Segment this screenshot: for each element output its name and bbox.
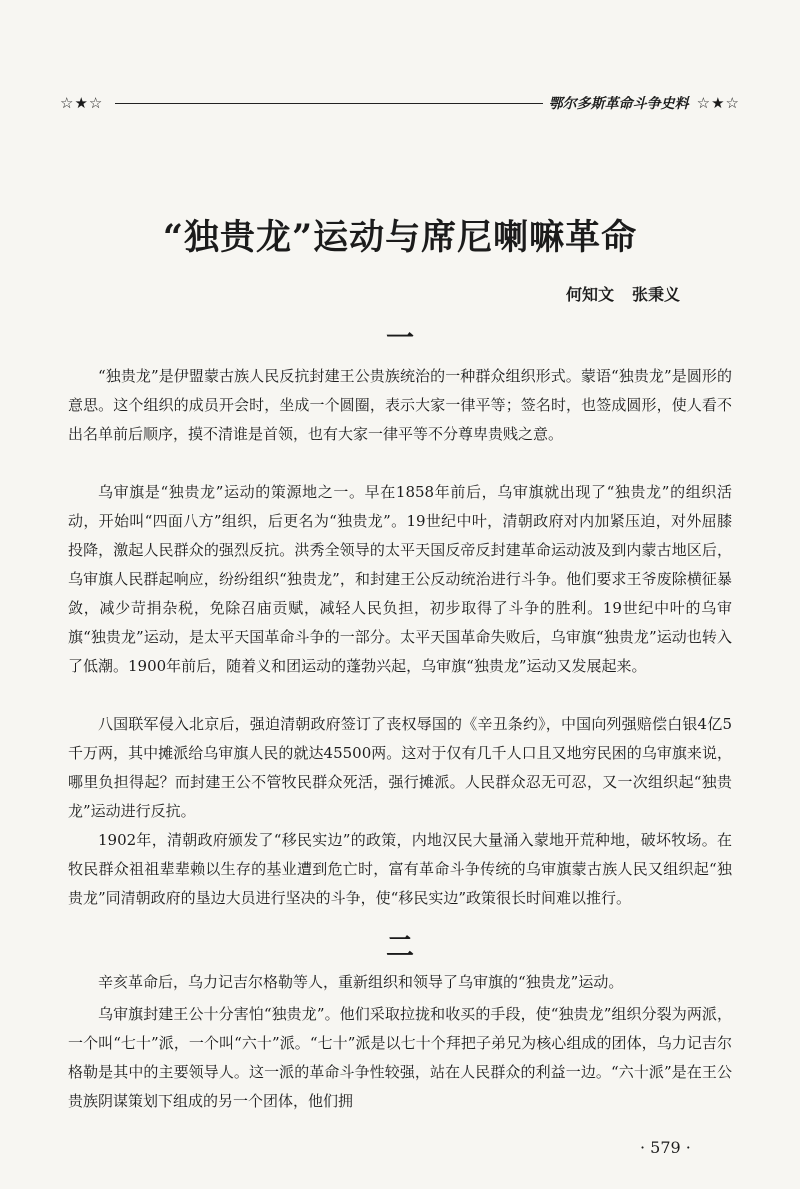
- running-header: [60, 92, 740, 114]
- body-paragraph: 八国联军侵入北京后，强迫清朝政府签订了丧权辱国的《辛丑条约》，中国向列强赔偿白银4亿5千万两，其中摊派给乌审旗人民的就达45500两。这对于仅有几千人口且又地穷民困的乌审旗来说，哪里负担得起？而封建王公不管牧民群众死活，强行摊派。人民群众忍无可忍，又一次组织起“独贵龙”运动进行反抗。: [68, 715, 732, 820]
- author-line: [566, 282, 680, 305]
- page-number: · 579 ·: [640, 1138, 691, 1157]
- body-paragraph: “独贵龙”是伊盟蒙古族人民反抗封建王公贵族统治的一种群众组织形式。蒙语“独贵龙”是圆形的意思。这个组织的成员开会时，坐成一个圆圈，表示大家一律平等；签名时，也签成圆形，使人看不出名单前后顺序，摸不清谁是首领，也有大家一律平等不分尊卑贵贱之意。: [68, 367, 732, 443]
- header-rule: [115, 103, 542, 104]
- section-heading: 二: [385, 930, 414, 963]
- article-title: “独贵龙”运动与席尼喇嘛革命: [162, 217, 638, 258]
- author-name: 何知文: [566, 285, 615, 304]
- section-heading: 一: [385, 321, 414, 354]
- stars-left-ornament: ☆★☆: [60, 93, 104, 112]
- stars-right-ornament: ☆★☆: [696, 93, 740, 112]
- series-title: 鄂尔多斯革命斗争史料: [548, 96, 689, 112]
- body-paragraph: 乌审旗是“独贵龙”运动的策源地之一。早在1858年前后，乌审旗就出现了“独贵龙”的组织活动，开始叫“四面八方”组织，后更名为“独贵龙”。19世纪中叶，清朝政府对内加紧压迫，对外屈膝投降，激起人民群众的强烈反抗。洪秀全领导的太平天国反帝反封建革命运动波及到内蒙古地区后，乌审旗人民群起响应，纷纷组织“独贵龙”，和封建王公反动统治进行斗争。他们要求王爷废除横征暴敛，减少苛捐杂税，免除召庙贡赋，减轻人民负担，初步取得了斗争的胜利。19世纪中叶的乌审旗“独贵龙”运动，是太平天国革命斗争的一部分。太平天国革命失败后，乌审旗“独贵龙”运动也转入了低潮。1900年前后，随着义和团运动的蓬勃兴起，乌审旗“独贵龙”运动又发展起来。: [68, 483, 732, 675]
- body-paragraph: 1902年，清朝政府颁发了“移民实边”的政策，内地汉民大量涌入蒙地开荒种地，破坏牧场。在牧民群众祖祖辈辈赖以生存的基业遭到危亡时，富有革命斗争传统的乌审旗蒙古族人民又组织起“独贵龙”同清朝政府的垦边大员进行坚决的斗争，使“移民实边”政策很长时间难以推行。: [68, 831, 732, 907]
- author-name: 张秉义: [632, 285, 681, 304]
- body-paragraph: 乌审旗封建王公十分害怕“独贵龙”。他们采取拉拢和收买的手段，使“独贵龙”组织分裂为两派，一个叫“七十”派，一个叫“六十”派。“七十”派是以七十个拜把子弟兄为核心组成的团体，乌力记吉尔格勒是其中的主要领导人。这一派的革命斗争性较强，站在人民群众的利益一边。“六十派”是在王公贵族阴谋策划下组成的另一个团体，他们拥: [68, 1005, 732, 1110]
- body-paragraph: 辛亥革命后，乌力记吉尔格勒等人，重新组织和领导了乌审旗的“独贵龙”运动。: [98, 973, 624, 991]
